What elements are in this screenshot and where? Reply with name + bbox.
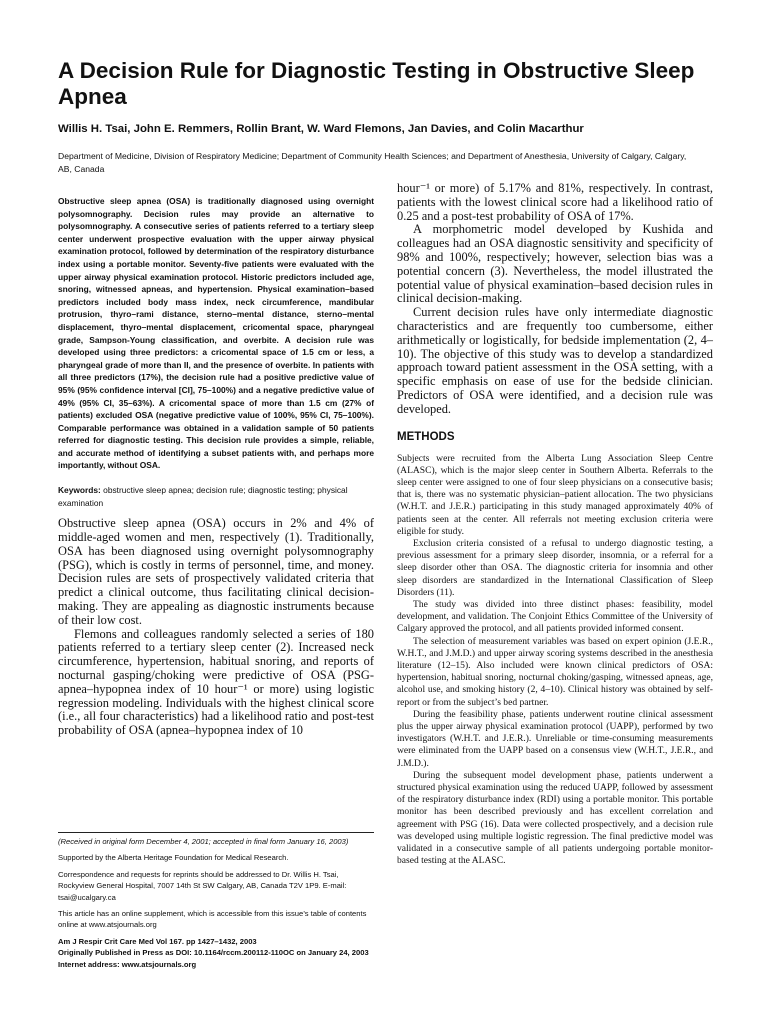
intro-paragraph: Flemons and colleagues randomly selected a series of 180 patients referred to a tertiary sleep center (2). Increased neck circumference, hypertension, habitual snoring, and reports of nocturnal gasping/choking were predictive of OSA (PSG-apnea–hypopnea index of 10 hour⁻¹ or more) using logistic regression modeling. Individuals with the highest clinical score (i.e., all four characteristics) had a likelihood ratio and post-test probability of OSA (apnea–hypopnea index of 10 bbox=[58, 626, 374, 738]
left-column bbox=[58, 195, 374, 738]
methods-paragraph: During the subsequent model development phase, patients underwent a structured physical examination using the reduced UAPP, followed by assessment of the respiratory disturbance index (RDI) using a portable monitor. This portable monitor has been described previously and has excellent correlation and agreement with PSG (16). Data were collected prospectively, and a decision rule was developed using multiple logistic regression. The final predictive model was validated in a consecutive sample of all patients undergoing portable monitor-based testing at the ALASC. bbox=[397, 769, 713, 867]
methods-paragraph: The selection of measurement variables was based on expert opinion (J.E.R., W.H.T., and J.M.D.) and upper airway scoring systems described in the anesthesia literature (12–15). Also included were known clinical predictors of OSA: hypertension, habitual snoring, nocturnal choking/gasping, witnessed apneas, age, alcohol use, and smoking history (2, 4–10). Clinical history was obtained by self-report or from the subject’s bed partner. bbox=[397, 635, 713, 708]
internet-line: Internet address: www.atsjournals.org bbox=[58, 959, 197, 969]
intro-paragraph: hour⁻¹ or more) of 5.17% and 81%, respectively. In contrast, patients with the lowest clinical score had a likelihood ratio of 0.25 and a post-test probability of OSA of 17%. bbox=[397, 181, 713, 223]
methods-paragraph: The study was divided into three distinct phases: feasibility, model development, and validation. The Conjoint Ethics Committee of the University of Calgary approved the protocol, and all patients provided informed consent. bbox=[397, 598, 713, 635]
keywords bbox=[58, 484, 374, 509]
methods-heading: METHODS bbox=[397, 430, 455, 443]
right-column bbox=[397, 182, 713, 867]
methods-paragraph: During the feasibility phase, patients underwent routine clinical assessment plus the upper airway physical examination protocol (UAPP), performed by two investigators (W.H.T. and J.E.R.). Unreliable or time-consuming measurements were eliminated from the UAPP based on a consensus view (W.H.T., J.E.R., and J.M.D.). bbox=[397, 708, 713, 769]
intro-paragraph: Obstructive sleep apnea (OSA) occurs in 2% and 4% of middle-aged women and men, respectively (1). Traditionally, OSA has been diagnosed using overnight polysomnography (PSG), which is costly in terms of personnel, time, and money. Decision rules are sets of prospectively validated criteria that predict a clinical outcome, thus facilitating clinical decision-making. They are appealing as diagnostic instruments because of their low cost. bbox=[58, 516, 374, 627]
author-list: Willis H. Tsai, John E. Remmers, Rollin Brant, W. Ward Flemons, Jan Davies, and Colin Macarthur bbox=[58, 123, 584, 135]
supplement-note: This article has an online supplement, which is accessible from this issue’s table of contents online at www.atsjournals.org bbox=[58, 909, 367, 930]
methods-paragraph: Subjects were recruited from the Alberta Lung Association Sleep Centre (ALASC), which is the major sleep center in Southern Alberta. Referrals to the sleep center were assigned to one of four sleep physicians on a consecutive basis; that is, there was no systematic physician–patient allocation. The two physicians (W.H.T. and J.E.R.) participating in this study managed approximately 40% of patients seen at the center. All referrals not meeting exclusion criteria were eligible for study. bbox=[397, 452, 713, 537]
keywords-text: obstructive sleep apnea; decision rule; diagnostic testing; physical examination bbox=[58, 485, 348, 508]
correspondence-note: Correspondence and requests for reprints should be addressed to Dr. Willis H. Tsai, Rockyview General Hospital, 7007 14th St SW Calgary, AB, Canada T2V 1P9. E-mail: tsai@ucalgary.ca bbox=[58, 869, 347, 902]
intro-paragraph: Current decision rules have only intermediate diagnostic characteristics and are frequently too cumbersome, either arithmetically or logistically, for bedside implementation (2, 4–10). The objective of this study was to develop a standardized approach toward patient assessment in the OSA setting, with a specific emphasis on ease of use for the bedside clinician. Predictors of OSA were identified, and a decision rule was developed. bbox=[397, 305, 713, 416]
footnote-rule bbox=[58, 832, 374, 833]
methods-paragraph: Exclusion criteria consisted of a refusal to undergo diagnostic testing, a previous assessment for a primary sleep disorder, insomnia, or a referral for a sleep disorder other than OSA. The diagnostic criteria for insomnia and other sleep disorders are standardized in the International Classification of Sleep Disorders (11). bbox=[397, 537, 713, 598]
journal-citation bbox=[58, 936, 374, 970]
keywords-label: Keywords: bbox=[58, 485, 101, 496]
doi-line: Originally Published in Press as DOI: 10.1164/rccm.200112-110OC on January 24, 2003 bbox=[58, 948, 369, 958]
received-note: (Received in original form December 4, 2001; accepted in final form January 16, 2003) bbox=[58, 837, 349, 846]
support-note: Supported by the Alberta Heritage Foundation for Medical Research. bbox=[58, 853, 289, 863]
paper-title: A Decision Rule for Diagnostic Testing in Obstructive Sleep Apnea bbox=[58, 58, 695, 109]
intro-paragraph: A morphometric model developed by Kushida and colleagues had an OSA diagnostic sensitivity and specificity of 98% and 100%, respectively; however, selection bias was a potential concern (3). Nevertheless, the model illustrated the potential value of physical examination–based decision rules in clinical decision-making. bbox=[397, 222, 713, 306]
footnotes bbox=[58, 832, 374, 975]
journal-line: Am J Respir Crit Care Med Vol 167. pp 1427–1432, 2003 bbox=[58, 936, 257, 946]
affiliation: Department of Medicine, Division of Respiratory Medicine; Department of Community Health Sciences; and Department of Anesthesia, University of Calgary, Calgary, AB, Canada bbox=[58, 151, 687, 174]
abstract: Obstructive sleep apnea (OSA) is traditionally diagnosed using overnight polysomnography. Decision rules may provide an alternative to polysomnography. A consecutive series of patients referred to a tertiary sleep center underwent prospective evaluation with the upper airway physical examination protocol, followed by determination of the respiratory disturbance index using a portable monitor. Seventy-five patients were evaluated with the upper airway physical examination protocol. Historic predictors included age, snoring, witnessed apneas, and hypertension. Physical examination–based predictors included body mass index, neck circumference, mandibular protrusion, thyro–rami distance, sterno–mental distance, sterno–mental displacement, thyro–mental displacement, cricomental space, pharyngeal grade, Sampson-Young classification, and overbite. A decision rule was developed using three predictors: a cricomental space of 1.5 cm or less, a pharyngeal grade of more than II, and the presence of overbite. In patients with all three predictors (17%), the decision rule had a positive predictive value of 95% (95% confidence interval [CI], 75–100%) and a negative predictive value of 49% (95% CI, 35–63%). A cricomental space of more than 1.5 cm (27% of patients) excluded OSA (negative predictive value of 100%, 95% CI, 75–100%). Comparable performance was obtained in a validation sample of 50 patients referred for diagnostic testing. This decision rule provides a simple, reliable, and accurate method of identifying a subset patients with, and perhaps more importantly, without OSA. bbox=[58, 196, 374, 471]
